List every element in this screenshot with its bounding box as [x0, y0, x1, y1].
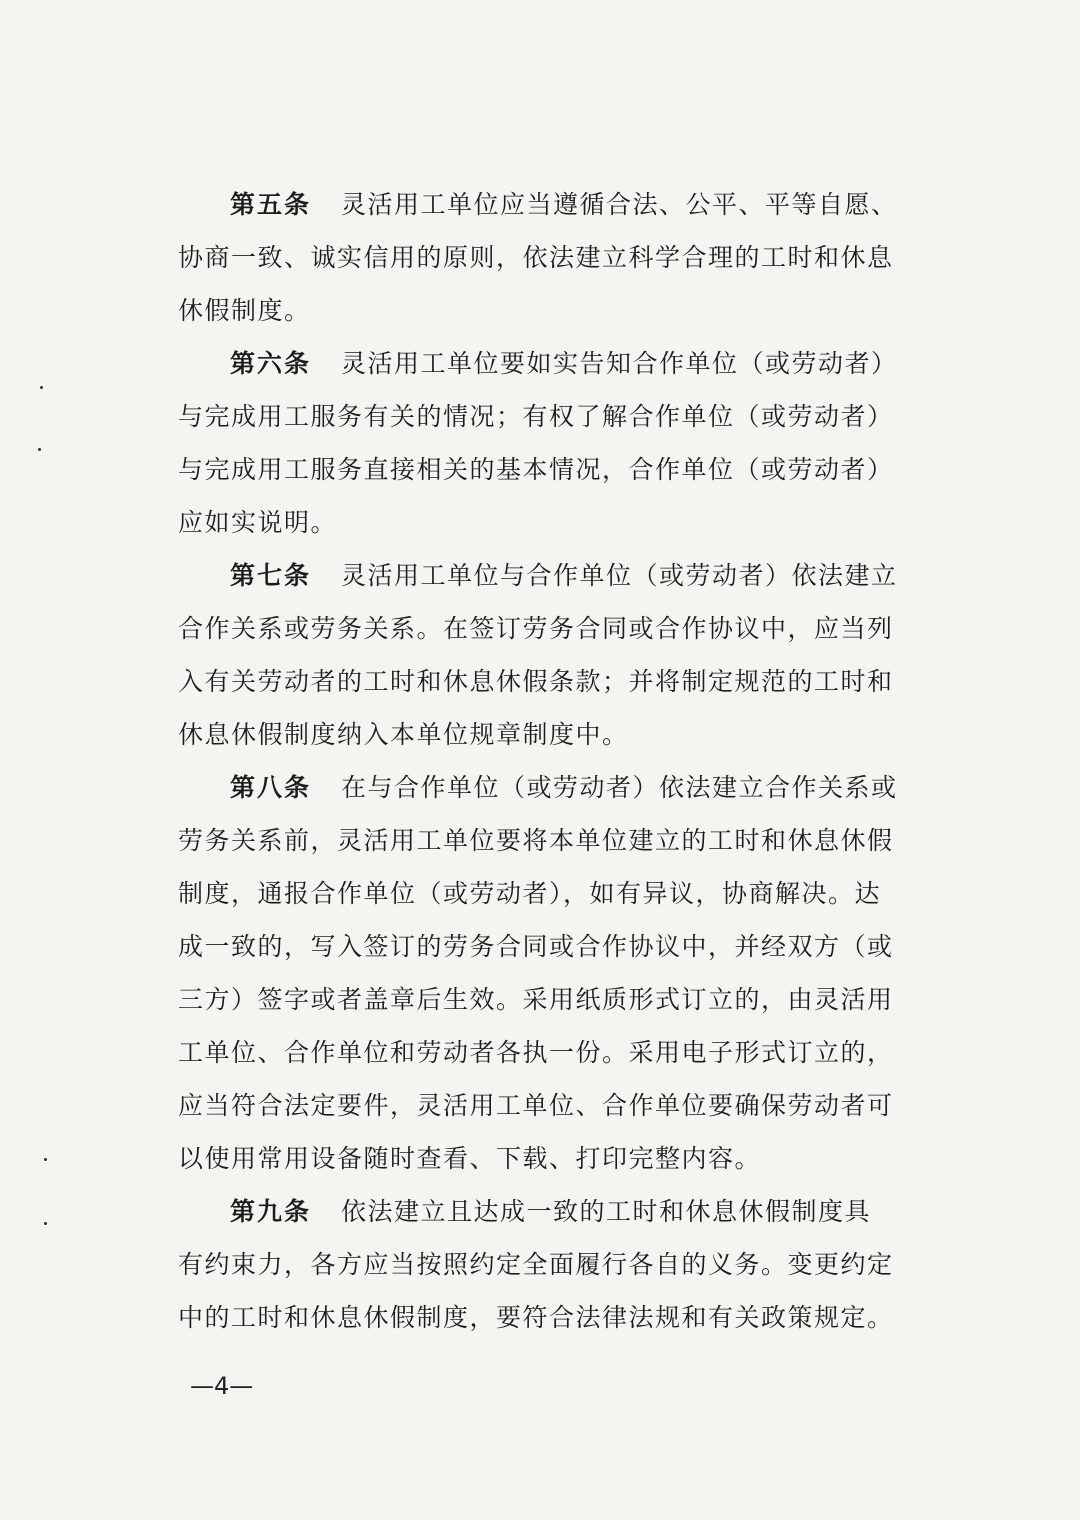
article-8 [178, 761, 920, 1185]
article-text: 在与合作单位（或劳动者）依法建立合作关系或 [341, 773, 898, 802]
article-text: 依法建立且达成一致的工时和休息休假制度具 [341, 1197, 872, 1226]
article-6 [178, 337, 920, 549]
article-label: 第五条 [230, 190, 312, 219]
scan-speck [44, 1158, 47, 1161]
paragraph-first-line [178, 178, 920, 231]
paragraph-first-line [178, 1185, 920, 1238]
article-text: 灵活用工单位应当遵循合法、公平、平等自愿、 [341, 190, 898, 219]
article-text: 灵活用工单位要如实告知合作单位（或劳动者） [341, 349, 898, 378]
paragraph-line: 以使用常用设备随时查看、下载、打印完整内容。 [178, 1144, 762, 1173]
paragraph-line: 中的工时和休息休假制度，要符合法律法规和有关政策规定。 [178, 1303, 894, 1332]
paragraph-line: 有约束力，各方应当按照约定全面履行各自的义务。变更约定 [178, 1250, 894, 1279]
article-5 [178, 178, 920, 337]
document-body [178, 178, 920, 1344]
paragraph-line: 合作关系或劳务关系。在签订劳务合同或合作协议中，应当列 [178, 614, 894, 643]
paragraph-line: 制度，通报合作单位（或劳动者），如有异议，协商解决。达 [178, 879, 882, 908]
article-label: 第八条 [230, 773, 312, 802]
article-label: 第六条 [230, 349, 312, 378]
article-9 [178, 1185, 920, 1344]
paragraph-line: 协商一致、诚实信用的原则，依法建立科学合理的工时和休息 [178, 243, 894, 272]
article-label: 第九条 [230, 1197, 312, 1226]
paragraph-line: 入有关劳动者的工时和休息休假条款；并将制定规范的工时和 [178, 667, 894, 696]
article-label: 第七条 [230, 561, 312, 590]
paragraph-line: 三方）签字或者盖章后生效。采用纸质形式订立的，由灵活用 [178, 985, 894, 1014]
page-number: —4— [190, 1372, 254, 1400]
paragraph-line: 应当符合法定要件，灵活用工单位、合作单位要确保劳动者可 [178, 1091, 894, 1120]
paragraph-line: 工单位、合作单位和劳动者各执一份。采用电子形式订立的， [178, 1038, 894, 1067]
paragraph-first-line [178, 549, 920, 602]
paragraph-line: 成一致的，写入签订的劳务合同或合作协议中，并经双方（或 [178, 932, 894, 961]
article-7 [178, 549, 920, 761]
scan-speck [38, 448, 41, 451]
paragraph-first-line [178, 761, 920, 814]
paragraph-line: 休假制度。 [178, 296, 311, 325]
scan-speck [40, 386, 43, 389]
scan-speck [44, 1222, 47, 1225]
paragraph-line: 劳务关系前，灵活用工单位要将本单位建立的工时和休息休假 [178, 826, 894, 855]
paragraph-line: 休息休假制度纳入本单位规章制度中。 [178, 720, 629, 749]
paragraph-line: 与完成用工服务有关的情况；有权了解合作单位（或劳动者） [178, 402, 894, 431]
paragraph-line: 应如实说明。 [178, 508, 338, 537]
article-text: 灵活用工单位与合作单位（或劳动者）依法建立 [341, 561, 898, 590]
paragraph-first-line [178, 337, 920, 390]
paragraph-line: 与完成用工服务直接相关的基本情况，合作单位（或劳动者） [178, 455, 894, 484]
